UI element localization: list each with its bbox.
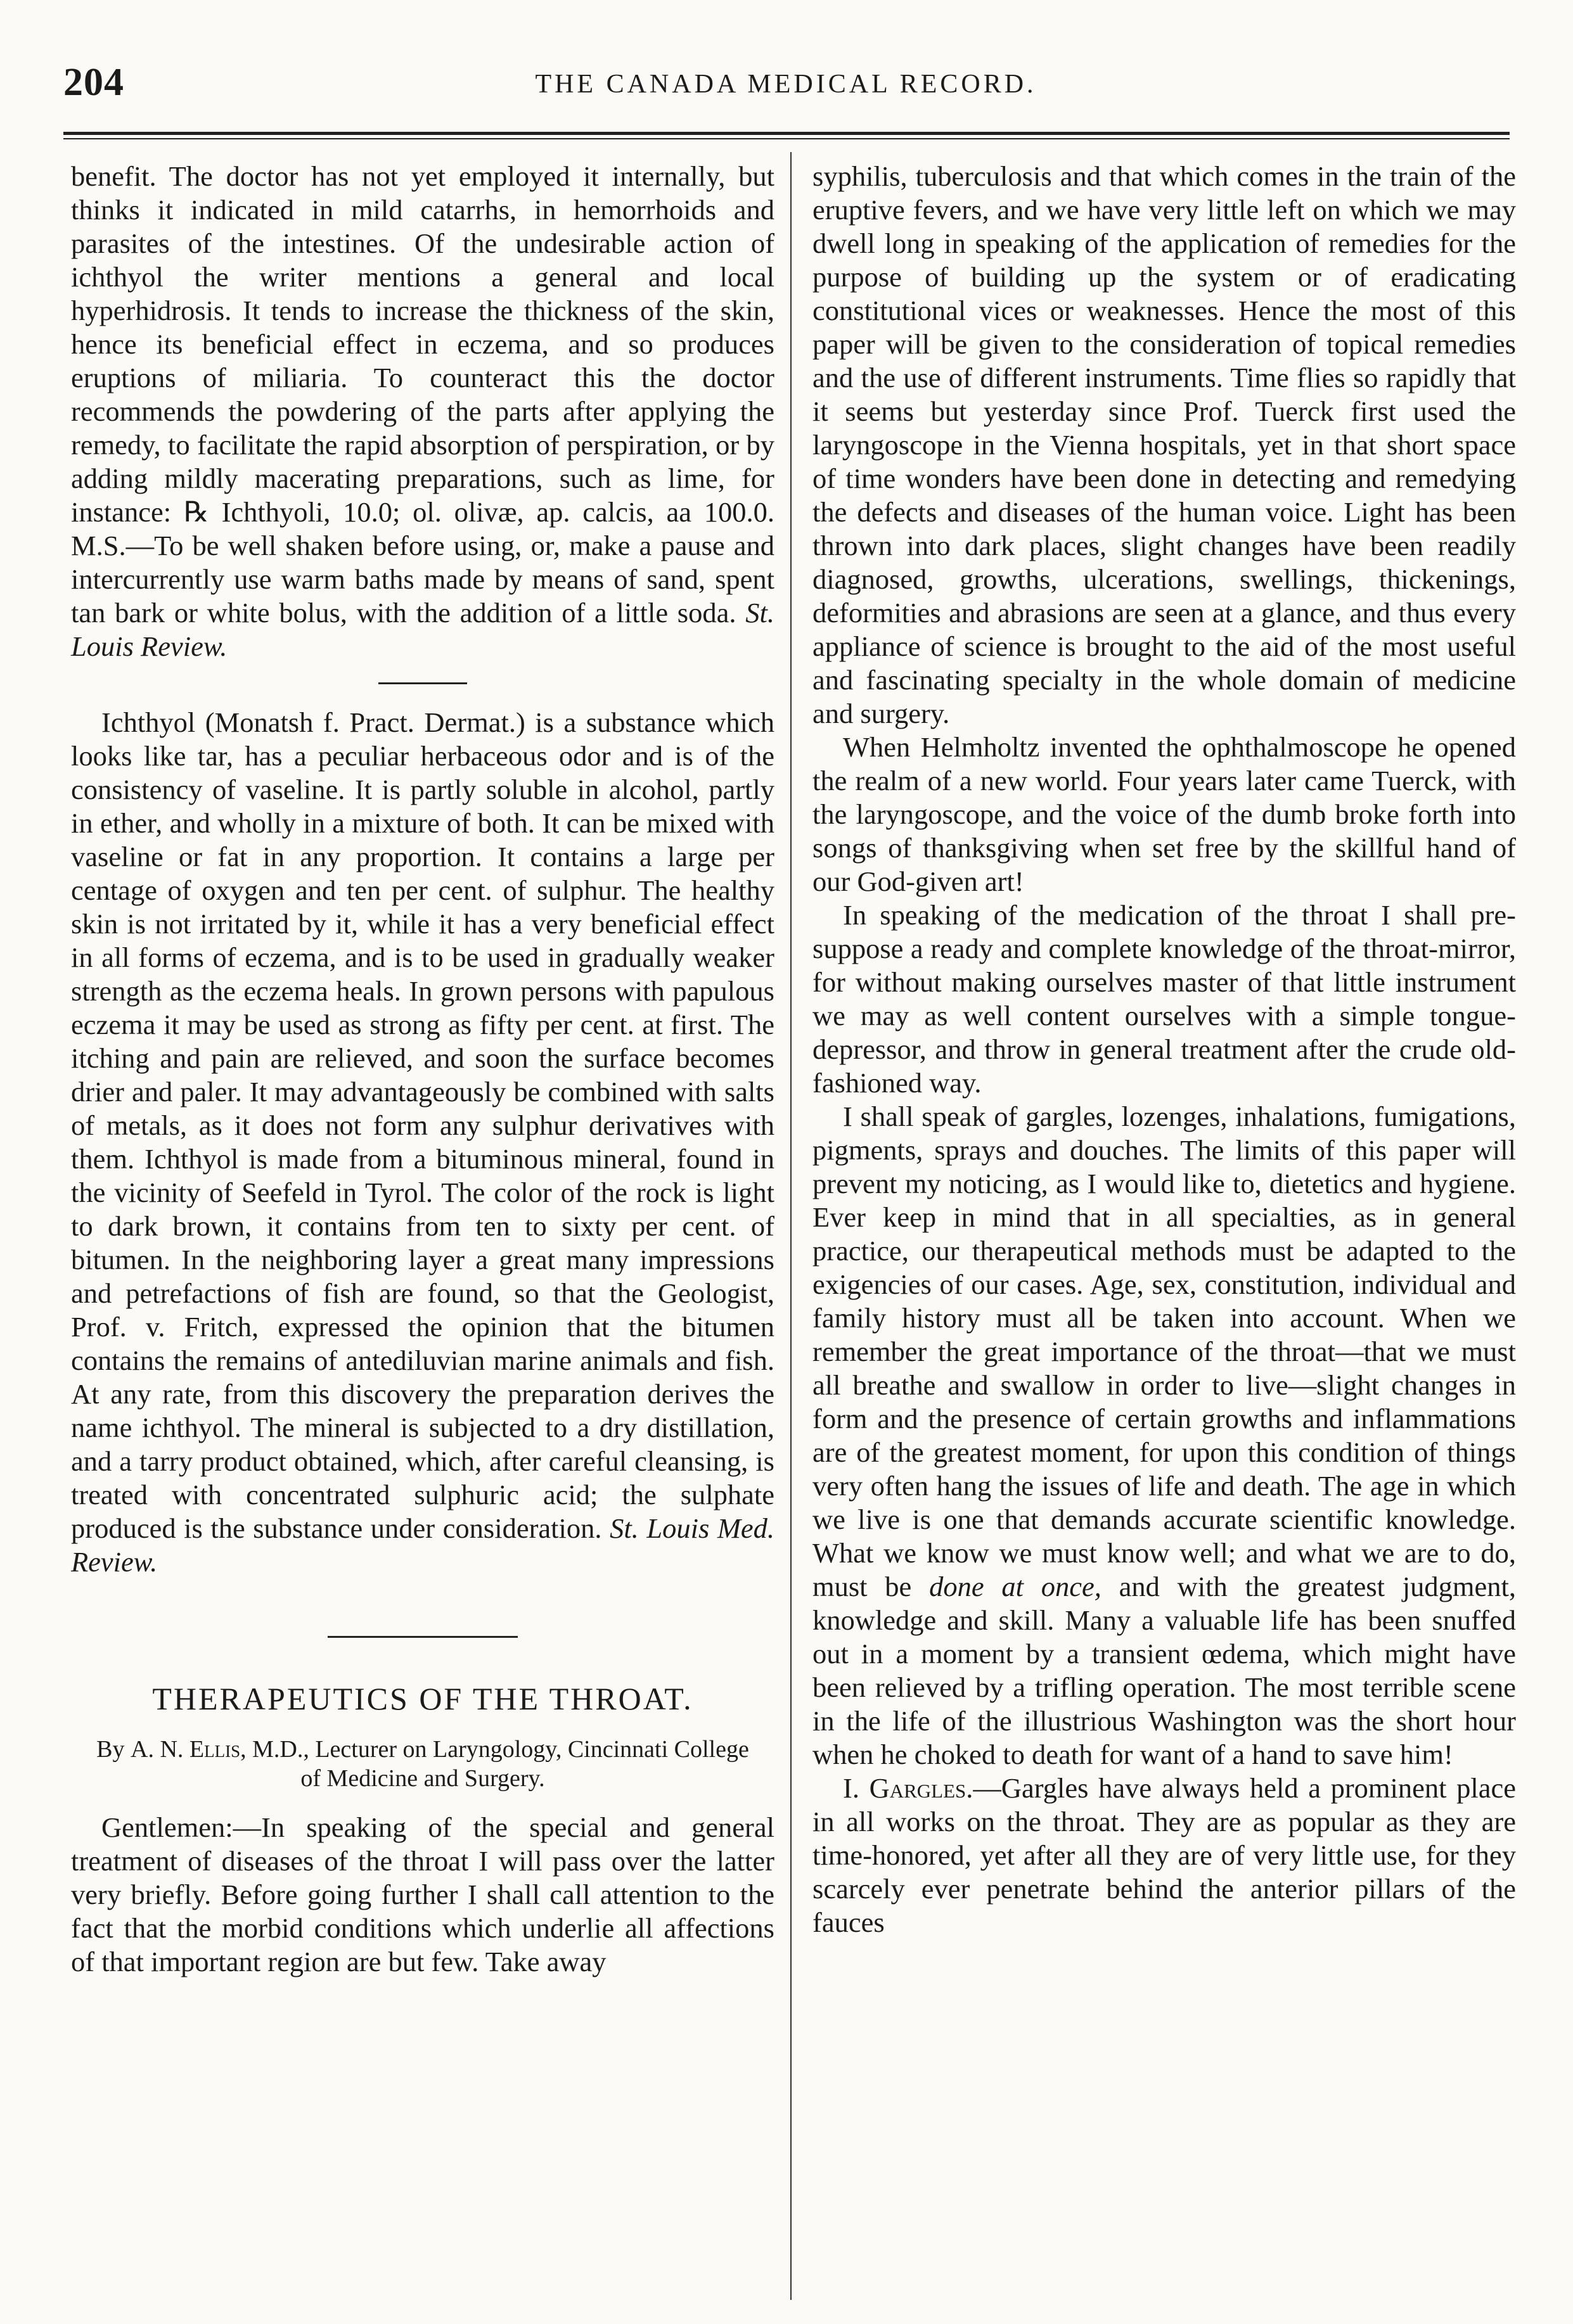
article-paragraph-medication: In speaking of the medication of the throat I shall pre-suppose a ready and complete knowledge of the throat-mirror, for without making ourselves master of that little instrument we may as well content ourselves with a simple tongue-depressor, and throw in general treatment after the crude old-fashioned way.: [812, 899, 1516, 1099]
source-citation: St. Louis Med. Review.: [71, 1512, 775, 1578]
ichthyol-paragraph-1: benefit. The doctor has not yet employed it internally, but thinks it indicated in mild catarrhs, in hemorrhoids and parasites of the intestines. Of the undesirable action of ichthyol the writer mentions a general and local hyperhidrosis. It tends to increase the thickness of the skin, hence its beneficial effect in eczema, and so produces eruptions of miliaria. To counteract this the doctor recommends the powdering of the parts after applying the remedy, to facilitate the rapid absorption of perspiration, or by adding mildly macerating preparations, such as lime, for instance: ℞ Ichthyoli, 10.0; ol. olivæ, ap. calcis, aa 100.0. M.S.—To be well shaken before using, or, make a pause and intercurrently use warm baths made by means of sand, spent tan bark or white bolus, with the addition of a little soda. St. Louis Review.: [71, 160, 775, 662]
column-divider: [790, 152, 792, 2300]
article-separator-rule: [378, 682, 467, 684]
running-title: THE CANADA MEDICAL RECORD.: [535, 70, 1037, 99]
ichthyol-paragraph-2: Ichthyol (Monatsh f. Pract. Dermat.) is a substance which looks like tar, has a peculiar herbaceous odor and is of the consistency of vaseline. It is partly soluble in alcohol, partly in ether, and wholly in a mixture of both. It can be mixed with vaseline or fat in any proportion. It contains a large per centage of oxygen and ten per cent. of sulphur. The healthy skin is not irritated by it, while it has a very beneficial effect in all forms of eczema, and is to be used in gradually weaker strength as the eczema heals. In grown persons with papulous eczema it may be used as strong as fifty per cent. at first. The itching and pain are relieved, and soon the surface becomes drier and paler. It may advantageously be combined with salts of metals, as it does not form any sulphur derivatives with them. Ichthyol is made from a bituminous mineral, found in the vicinity of Seefeld in Tyrol. The color of the rock is light to dark brown, it contains from ten to sixty per cent. of bitumen. In the neighboring layer a great many impressions and petrefactions of fish are found, so that the Geologist, Prof. v. Fritch, expressed the opinion that the bitumen contains the remains of antediluvian marine animals and fish. At any rate, from this discovery the preparation derives the name ichthyol. The mineral is subjected to a dry distillation, and a tarry product obtained, which, after careful cleansing, is treated with concentrated sulphuric acid; the sulphate produced is the substance under consideration. St. Louis Med. Review.: [71, 706, 775, 1578]
article-paragraph-helmholtz: When Helmholtz invented the ophthalmoscope he opened the realm of a new world. Four years later came Tuerck, with the laryngoscope, and the voice of the dumb broke forth into songs of thanksgiving when set free by the skillful hand of our God-given art!: [812, 731, 1516, 897]
section-separator-rule: [328, 1636, 518, 1638]
author-name: A. N. Ellis, M.D.,: [131, 1736, 309, 1763]
header-double-rule: [63, 132, 1510, 139]
article-byline: By A. N. Ellis, M.D., Lecturer on Laryngology, Cincinnati College of Medicine and Surgery.: [96, 1736, 749, 1792]
article-title: THERAPEUTICS OF THE THROAT.: [152, 1681, 693, 1716]
article-paragraph-remedies: I shall speak of gargles, lozenges, inhalations, fumigations, pigments, sprays and douches. The limits of this paper will prevent my noticing, as I would like to, dietetics and hygiene. Ever keep in mind that in all specialties, as in general practice, our therapeutical methods must be adapted to the exigencies of our cases. Age, sex, constitution, individual and family history must all be taken into account. When we remember the great importance of the throat—that we must all breathe and swallow in order to live—slight changes in form and the presence of certain growths and inflammations are of the greatest moment, for upon this condition of things very often hang the issues of life and death. The age in which we live is one that demands accurate scientific knowledge. What we know we must know well; and what we are to do, must be done at once, and with the greatest judgment, knowledge and skill. Many a valuable life has been snuffed out in a moment by a transient œdema, which might have been relieved by a trifling operation. The most terrible scene in the life of the illustrious Washington was the short hour when he choked to death for want of a hand to save him!: [812, 1101, 1516, 1770]
article-paragraph-1: Gentlemen:—In speaking of the special and general treatment of diseases of the throat I will pass over the latter very briefly. Before going further I shall call attention to the fact that the morbid conditions which underlie all affections of that important region are but few. Take away: [71, 1811, 774, 1977]
article-paragraph-continued: syphilis, tuberculosis and that which comes in the train of the eruptive fevers, and we have very little left on which we may dwell long in speaking of the application of remedies for the purpose of building up the system or of eradicating constitutional vices or weaknesses. Hence the most of this paper will be given to the consideration of topical remedies and the use of different instruments. Time flies so rapidly that it seems but yesterday since Prof. Tuerck first used the laryngoscope in the Vienna hospitals, yet in that short space of time wonders have been done in detecting and remedying the defects and diseases of the human voice. Light has been thrown into dark places, slight changes have been readily diagnosed, growths, ulcerations, swellings, thickenings, deformities and abrasions are seen at a glance, and thus every appliance of science is brought to the aid of the most useful and fascinating specialty in the whole domain of medicine and surgery.: [812, 160, 1516, 729]
subsection-lead: I. Gargles.: [843, 1772, 973, 1804]
source-citation: St. Louis Review.: [71, 597, 775, 662]
page-number: 204: [63, 61, 124, 104]
article-paragraph-gargles: I. Gargles.—Gargles have always held a prominent place in all works on the throat. They are as popular as they are time-honored, yet after all they are of very little use, for they scarcely ever penetrate behind the anterior pillars of the fauces: [812, 1772, 1516, 1938]
left-column: [71, 160, 774, 1979]
page-header: [63, 60, 1508, 111]
right-column: [812, 160, 1516, 1939]
emphasis-text: done at once,: [929, 1571, 1101, 1602]
